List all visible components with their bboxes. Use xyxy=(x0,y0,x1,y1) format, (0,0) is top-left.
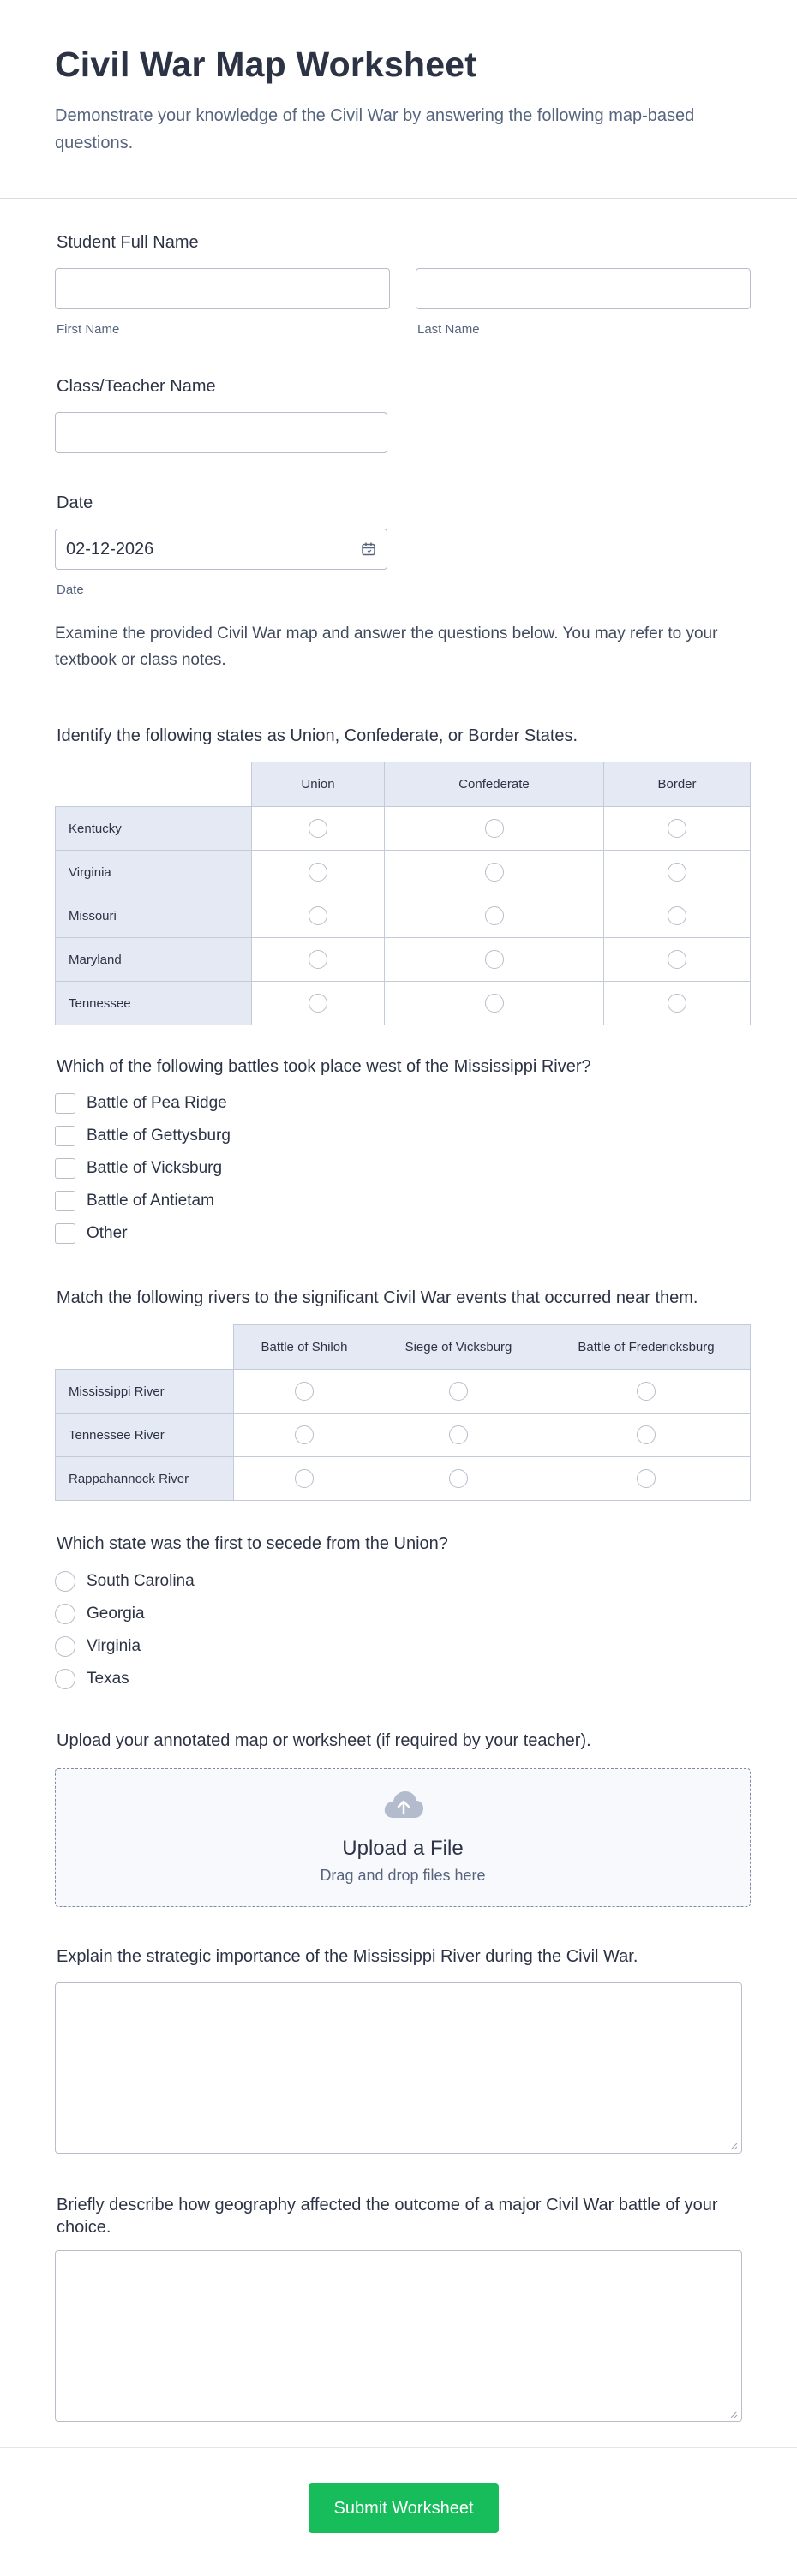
matrix-corner xyxy=(55,1324,234,1369)
mississippi-question: Explain the strategic importance of the Mississippi River during the Civil War. xyxy=(57,1947,638,1966)
instructions-text: Examine the provided Civil War map and answer the questions below. You may refer to your textbook or class notes. xyxy=(55,625,718,669)
submit-button[interactable]: Submit Worksheet xyxy=(309,2483,499,2533)
column-header-border: Border xyxy=(604,762,751,806)
states-matrix-header xyxy=(55,762,751,806)
mississippi-fredericksburg-radio[interactable] xyxy=(637,1382,656,1401)
battle-option[interactable] xyxy=(55,1152,231,1185)
date-sublabel: Date xyxy=(57,583,84,597)
first-name-sublabel: First Name xyxy=(57,322,120,337)
table-row xyxy=(55,981,751,1025)
battle-option[interactable] xyxy=(55,1087,231,1120)
rivers-question: Match the following rivers to the significant Civil War events that occurred near them. xyxy=(57,1288,698,1307)
last-name-input[interactable] xyxy=(416,268,751,309)
secede-option[interactable] xyxy=(55,1565,195,1598)
option-label: Virginia xyxy=(87,1637,141,1655)
tennessee-river-vicksburg-radio[interactable] xyxy=(449,1425,468,1444)
radio-button[interactable] xyxy=(55,1604,75,1624)
kentucky-border-radio[interactable] xyxy=(668,819,686,838)
mississippi-answer-textarea[interactable] xyxy=(55,1982,742,2154)
maryland-border-radio[interactable] xyxy=(668,950,686,969)
option-label: South Carolina xyxy=(87,1572,195,1590)
secede-option[interactable] xyxy=(55,1663,195,1695)
checkbox[interactable] xyxy=(55,1126,75,1146)
battle-option[interactable] xyxy=(55,1217,231,1250)
column-header-fredericksburg: Battle of Fredericksburg xyxy=(542,1324,751,1369)
row-label-rappahannock: Rappahannock River xyxy=(55,1456,234,1501)
secede-option[interactable] xyxy=(55,1598,195,1630)
upload-dropzone[interactable] xyxy=(55,1768,751,1907)
option-label: Georgia xyxy=(87,1605,145,1623)
virginia-union-radio[interactable] xyxy=(309,863,327,882)
table-row xyxy=(55,894,751,937)
form-header xyxy=(0,0,797,199)
radio-button[interactable] xyxy=(55,1669,75,1689)
row-label-missouri: Missouri xyxy=(55,894,252,937)
option-label: Other xyxy=(87,1224,128,1242)
secede-options xyxy=(55,1565,195,1695)
first-name-input[interactable] xyxy=(55,268,390,309)
tennessee-river-shiloh-radio[interactable] xyxy=(295,1425,314,1444)
last-name-sublabel: Last Name xyxy=(417,322,480,337)
virginia-border-radio[interactable] xyxy=(668,863,686,882)
date-value: 02-12-2026 xyxy=(66,539,154,559)
row-label-tennessee: Tennessee xyxy=(55,981,252,1025)
upload-hint: Drag and drop files here xyxy=(320,1867,486,1884)
radio-button[interactable] xyxy=(55,1571,75,1592)
tennessee-border-radio[interactable] xyxy=(668,994,686,1013)
kentucky-confederate-radio[interactable] xyxy=(485,819,504,838)
secede-question: Which state was the first to secede from the Union? xyxy=(57,1534,448,1553)
geography-question: Briefly describe how geography affected the outcome of a major Civil War battle of your choice. xyxy=(57,2196,718,2237)
rivers-matrix-header xyxy=(55,1324,751,1369)
missouri-border-radio[interactable] xyxy=(668,906,686,925)
table-row xyxy=(55,1456,751,1501)
table-row xyxy=(55,937,751,981)
checkbox[interactable] xyxy=(55,1223,75,1244)
column-header-confederate: Confederate xyxy=(385,762,604,806)
tennessee-river-fredericksburg-radio[interactable] xyxy=(637,1425,656,1444)
resize-grip-icon[interactable] xyxy=(729,2142,738,2150)
tennessee-union-radio[interactable] xyxy=(309,994,327,1013)
cloud-upload-icon xyxy=(383,1790,424,1820)
option-label: Battle of Pea Ridge xyxy=(87,1094,227,1112)
table-row xyxy=(55,806,751,850)
table-row xyxy=(55,850,751,894)
option-label: Battle of Vicksburg xyxy=(87,1159,223,1177)
table-row xyxy=(55,1413,751,1456)
rappahannock-fredericksburg-radio[interactable] xyxy=(637,1469,656,1488)
missouri-union-radio[interactable] xyxy=(309,906,327,925)
row-label-kentucky: Kentucky xyxy=(55,806,252,850)
rappahannock-vicksburg-radio[interactable] xyxy=(449,1469,468,1488)
page-title: Civil War Map Worksheet xyxy=(55,45,477,84)
secede-option[interactable] xyxy=(55,1630,195,1663)
option-label: Battle of Antietam xyxy=(87,1192,214,1210)
checkbox[interactable] xyxy=(55,1191,75,1211)
states-matrix xyxy=(55,762,751,1025)
battles-options xyxy=(55,1087,231,1250)
student-name-label: Student Full Name xyxy=(57,233,199,252)
rappahannock-shiloh-radio[interactable] xyxy=(295,1469,314,1488)
class-teacher-label: Class/Teacher Name xyxy=(57,377,216,396)
checkbox[interactable] xyxy=(55,1093,75,1114)
rivers-matrix xyxy=(55,1324,751,1501)
missouri-confederate-radio[interactable] xyxy=(485,906,504,925)
geography-answer-textarea[interactable] xyxy=(55,2250,742,2422)
upload-title: Upload a File xyxy=(342,1837,464,1860)
column-header-vicksburg: Siege of Vicksburg xyxy=(375,1324,542,1369)
maryland-union-radio[interactable] xyxy=(309,950,327,969)
battles-question: Which of the following battles took place west of the Mississippi River? xyxy=(57,1057,591,1076)
page-subtitle: Demonstrate your knowledge of the Civil War by answering the following map-based questions. xyxy=(55,106,695,152)
row-label-virginia: Virginia xyxy=(55,850,252,894)
option-label: Battle of Gettysburg xyxy=(87,1127,231,1145)
row-label-maryland: Maryland xyxy=(55,937,252,981)
matrix-corner xyxy=(55,762,252,806)
class-teacher-input[interactable] xyxy=(55,412,387,453)
mississippi-vicksburg-radio[interactable] xyxy=(449,1382,468,1401)
row-label-tennessee-river: Tennessee River xyxy=(55,1413,234,1456)
kentucky-union-radio[interactable] xyxy=(309,819,327,838)
form-footer xyxy=(0,2447,797,2576)
resize-grip-icon[interactable] xyxy=(729,2410,738,2418)
radio-button[interactable] xyxy=(55,1636,75,1657)
row-label-mississippi: Mississippi River xyxy=(55,1369,234,1413)
table-row xyxy=(55,1369,751,1413)
date-label: Date xyxy=(57,493,93,512)
upload-question: Upload your annotated map or worksheet (if required by your teacher). xyxy=(57,1731,591,1750)
states-question: Identify the following states as Union, Confederate, or Border States. xyxy=(57,726,578,745)
maryland-confederate-radio[interactable] xyxy=(485,950,504,969)
battle-option[interactable] xyxy=(55,1185,231,1217)
calendar-icon[interactable] xyxy=(361,541,376,557)
date-input[interactable] xyxy=(55,529,387,570)
tennessee-confederate-radio[interactable] xyxy=(485,994,504,1013)
virginia-confederate-radio[interactable] xyxy=(485,863,504,882)
option-label: Texas xyxy=(87,1670,129,1688)
checkbox[interactable] xyxy=(55,1158,75,1179)
column-header-shiloh: Battle of Shiloh xyxy=(234,1324,375,1369)
mississippi-shiloh-radio[interactable] xyxy=(295,1382,314,1401)
battle-option[interactable] xyxy=(55,1120,231,1152)
column-header-union: Union xyxy=(252,762,385,806)
